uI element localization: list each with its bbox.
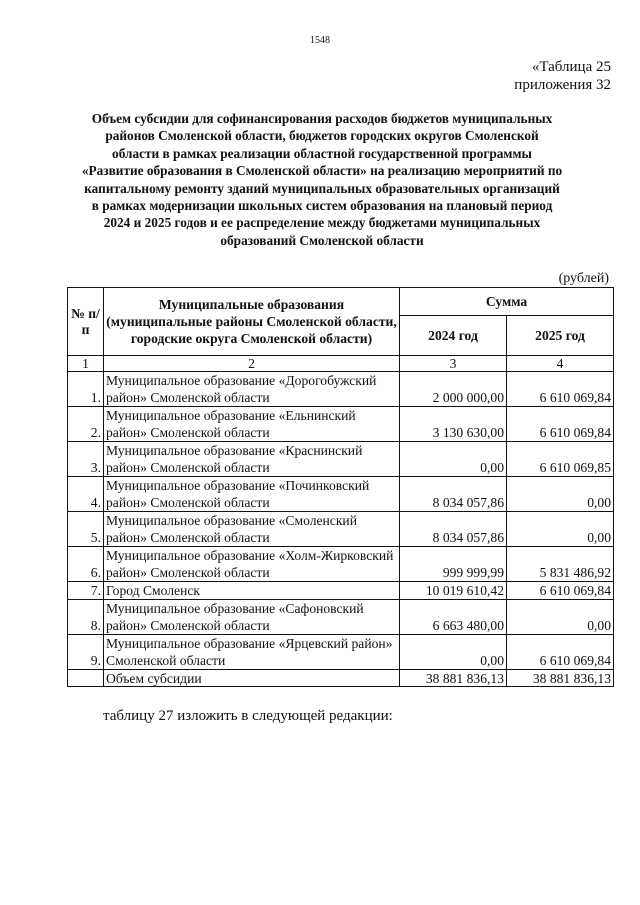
caption-line-1: «Таблица 25 <box>531 59 611 75</box>
header-sum: Сумма <box>400 288 614 316</box>
table-row <box>68 372 614 407</box>
municipality-name: Муниципальное образование «Краснинский район» Смоленской области <box>104 442 400 477</box>
caption-line-2: приложения 32 <box>514 77 611 93</box>
table-row <box>68 635 614 670</box>
row-number: 8. <box>68 600 104 635</box>
amount-2025: 6 610 069,85 <box>507 442 614 477</box>
title-line: в рамках модернизации школьных систем образования на плановый период <box>91 198 553 214</box>
municipality-name: Муниципальное образование «Смоленский район» Смоленской области <box>104 512 400 547</box>
amount-2024: 999 999,99 <box>400 547 507 582</box>
table-row <box>68 407 614 442</box>
table-row <box>68 442 614 477</box>
municipality-name: Муниципальное образование «Сафоновский район» Смоленской области <box>104 600 400 635</box>
amount-2025: 0,00 <box>507 512 614 547</box>
document-title <box>60 110 584 249</box>
municipality-name: Муниципальное образование «Ярцевский район» Смоленской области <box>104 635 400 670</box>
total-label: Объем субсидии <box>104 670 400 687</box>
row-number: 2. <box>68 407 104 442</box>
row-number: 6. <box>68 547 104 582</box>
title-line: районов Смоленской области, бюджетов городских округов Смоленской <box>105 128 539 144</box>
row-number: 1. <box>68 372 104 407</box>
header-year-2024: 2024 год <box>400 316 507 356</box>
title-line: образований Смоленской области <box>220 232 424 248</box>
header-number: № п/п <box>68 288 104 356</box>
municipality-name: Муниципальное образование «Дорогобужский район» Смоленской области <box>104 372 400 407</box>
total-row <box>68 670 614 687</box>
column-number: 2 <box>104 356 400 372</box>
municipality-name: Муниципальное образование «Холм-Жирковский район» Смоленской области <box>104 547 400 582</box>
amount-2024: 2 000 000,00 <box>400 372 507 407</box>
page-number: 1548 <box>310 35 330 46</box>
row-number: 9. <box>68 635 104 670</box>
amount-2024: 3 130 630,00 <box>400 407 507 442</box>
amount-2025: 0,00 <box>507 600 614 635</box>
amount-2025: 5 831 486,92 <box>507 547 614 582</box>
municipality-name: Муниципальное образование «Починковский район» Смоленской области <box>104 477 400 512</box>
municipality-name: Муниципальное образование «Ельнинский район» Смоленской области <box>104 407 400 442</box>
table-row <box>68 582 614 600</box>
amount-2025: 6 610 069,84 <box>507 372 614 407</box>
amount-2025: 6 610 069,84 <box>507 582 614 600</box>
title-line: области в рамках реализации областной государственной программы <box>112 145 532 161</box>
title-line: «Развитие образования в Смоленской области» на реализацию мероприятий по <box>81 163 563 179</box>
row-number: 3. <box>68 442 104 477</box>
title-line: капитальному ремонту зданий муниципальных образовательных организаций <box>84 180 560 196</box>
subsidy-table <box>67 287 614 687</box>
amount-2024: 0,00 <box>400 635 507 670</box>
table-caption <box>514 58 611 94</box>
total-2025: 38 881 836,13 <box>507 670 614 687</box>
municipality-name: Город Смоленск <box>104 582 400 600</box>
row-number: 5. <box>68 512 104 547</box>
title-line: 2024 и 2025 годов и ее распределение между бюджетами муниципальных <box>103 215 541 231</box>
amount-2024: 8 034 057,86 <box>400 512 507 547</box>
amount-2024: 8 034 057,86 <box>400 477 507 512</box>
amount-2024: 0,00 <box>400 442 507 477</box>
amount-2024: 10 019 610,42 <box>400 582 507 600</box>
amount-2024: 6 663 480,00 <box>400 600 507 635</box>
table-row <box>68 600 614 635</box>
header-municipality: Муниципальные образования (муниципальные районы Смоленской области, городские округа Смоленской области) <box>104 288 400 356</box>
title-line: Объем субсидии для софинансирования расходов бюджетов муниципальных <box>91 111 553 126</box>
row-number: 7. <box>68 582 104 600</box>
table-row <box>68 477 614 512</box>
row-number: 4. <box>68 477 104 512</box>
amount-2025: 6 610 069,84 <box>507 635 614 670</box>
amount-2025: 6 610 069,84 <box>507 407 614 442</box>
header-year-2025: 2025 год <box>507 316 614 356</box>
column-number: 3 <box>400 356 507 372</box>
column-number: 1 <box>68 356 104 372</box>
amount-2025: 0,00 <box>507 477 614 512</box>
table-row <box>68 512 614 547</box>
column-number: 4 <box>507 356 614 372</box>
tail-text: таблицу 27 изложить в следующей редакции: <box>103 708 393 724</box>
column-number-row <box>68 356 614 372</box>
table-row <box>68 547 614 582</box>
total-number-cell <box>68 670 104 687</box>
units-label: (рублей) <box>558 271 609 286</box>
total-2024: 38 881 836,13 <box>400 670 507 687</box>
